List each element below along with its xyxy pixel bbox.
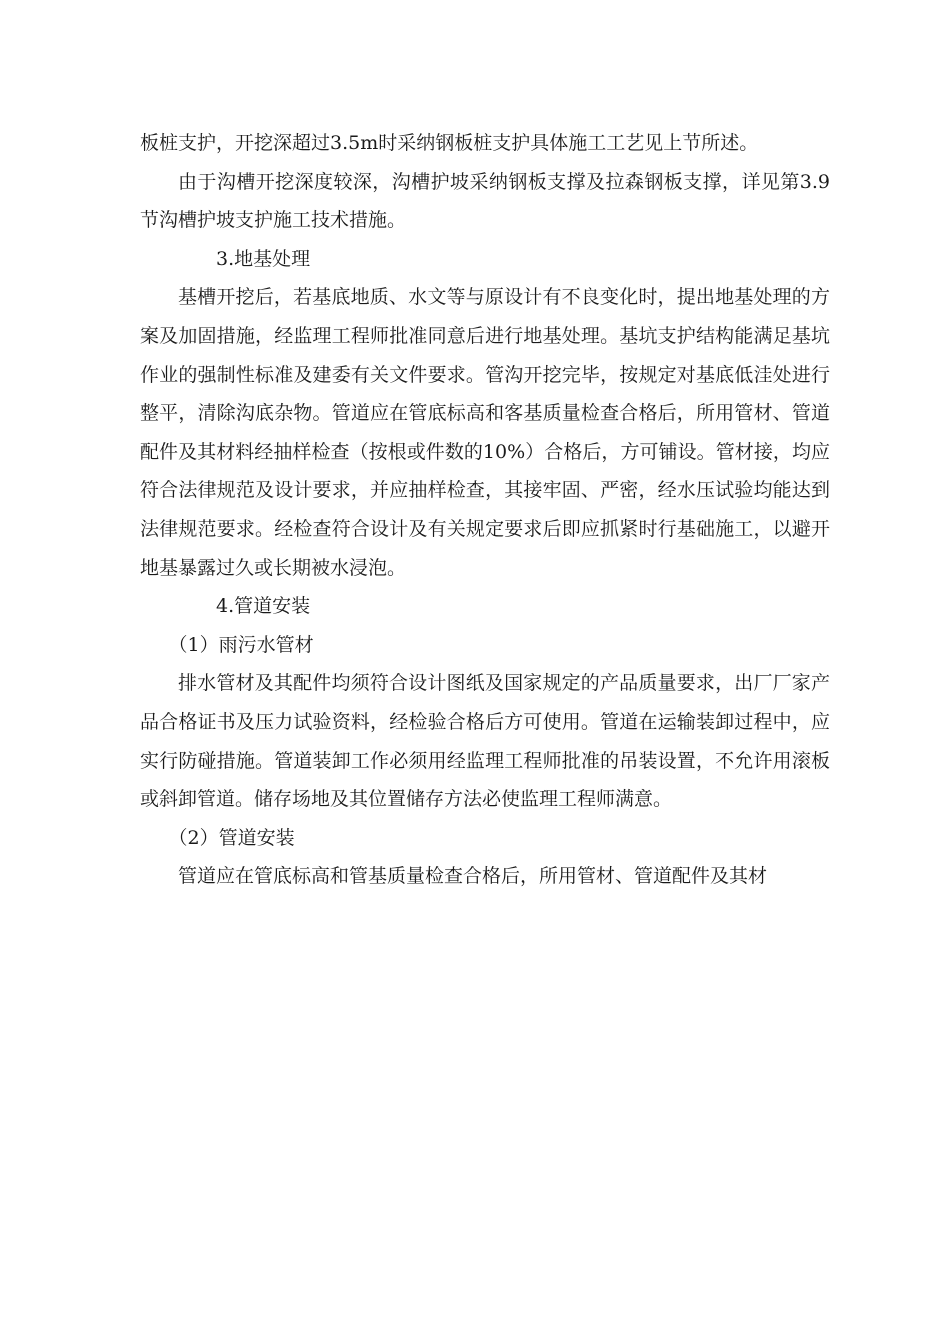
section-heading-pipe-install	[140, 587, 830, 626]
document-body	[140, 124, 830, 896]
section-number: 4.	[216, 595, 235, 618]
paragraph-pipe-material: 排水管材及其配件均须符合设计图纸及国家规定的产品质量要求，出厂厂家产品合格证书及压力试验资料，经检验合格后方可使用。管道在运输装卸过程中，应实行防碰措施。管道装卸工作必须用经监理工程师批准的吊装设置，不允许用滚板或斜卸管道。储存场地及其位置储存方法必使监理工程师满意。	[140, 672, 830, 811]
subheading-pipe-material: （1）雨污水管材	[168, 633, 314, 656]
paragraph-sheet-pile-support: 板桩支护，开挖深超过3.5m时采纳钢板桩支护具体施工工艺见上节所述。	[140, 132, 759, 154]
section-title: 管道安装	[234, 595, 311, 618]
section-heading-foundation	[140, 240, 830, 279]
paragraph-foundation-treatment: 基槽开挖后，若基底地质、水文等与原设计有不良变化时，提出地基处理的方案及加固措施，经监理工程师批准同意后进行地基处理。基坑支护结构能满足基坑作业的强制性标准及建委有关文件要求。管沟开挖完毕，按规定对基底低洼处进行整平，清除沟底杂物。管道应在管底标高和客基质量检查合格后，所用管材、管道配件及其材料经抽样检查（按根或件数的10%）合格后，方可铺设。管材接，均应符合法律规范及设计要求，并应抽样检查，其接牢固、严密，经水压试验均能达到法律规范要求。经检查符合设计及有关规定要求后即应抓紧时行基础施工，以避开地基暴露过久或长期被水浸泡。	[140, 286, 830, 579]
paragraph-pipe-install: 管道应在管底标高和管基质量检查合格后，所用管材、管道配件及其材	[178, 865, 768, 888]
paragraph-trench-slope: 由于沟槽开挖深度较深，沟槽护坡采纳钢板支撑及拉森钢板支撑，详见第3.9节沟槽护坡支护施工技术措施。	[140, 170, 830, 232]
section-number: 3.	[216, 247, 235, 270]
section-title: 地基处理	[234, 247, 311, 270]
subheading-pipe-install: （2）管道安装	[168, 826, 295, 849]
